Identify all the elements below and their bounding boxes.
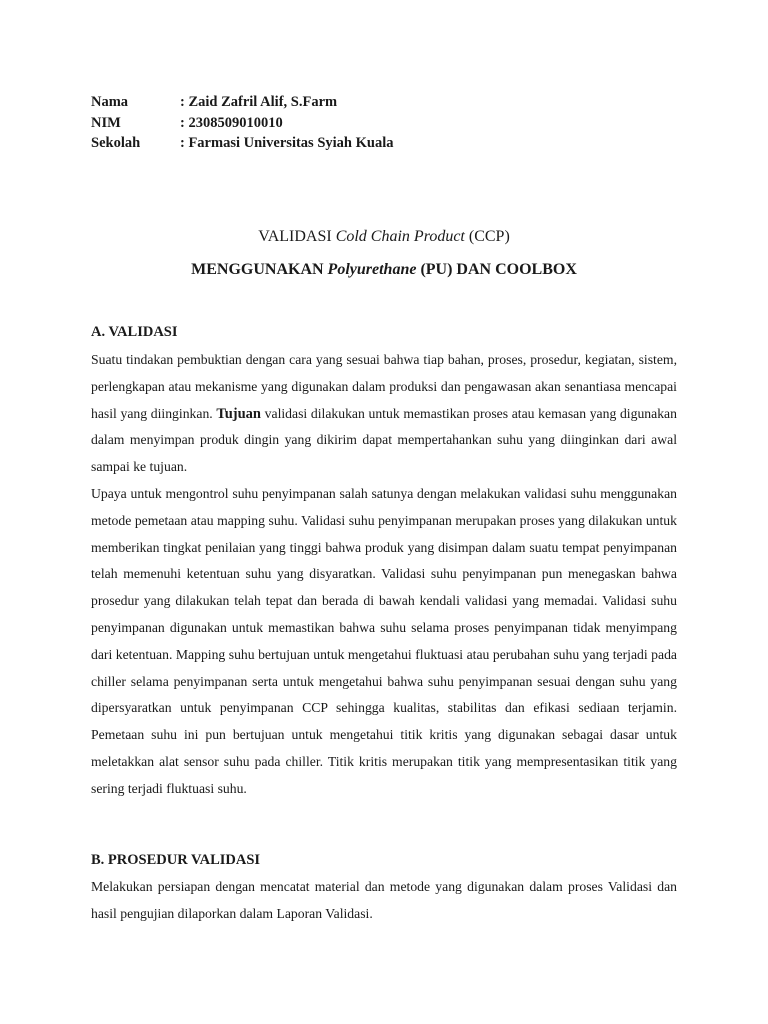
title-text: (CCP) <box>464 228 510 245</box>
document-title-line-1 <box>0 227 768 247</box>
paragraph-definition <box>91 347 677 481</box>
info-label: Nama <box>91 94 129 110</box>
info-row-sekolah <box>91 133 393 154</box>
info-row-nama <box>91 92 393 113</box>
info-value: : Zaid Zafril Alif, S.Farm <box>180 94 338 110</box>
info-value: : Farmasi Universitas Syiah Kuala <box>180 135 394 151</box>
student-info <box>91 92 393 154</box>
paragraph-procedure: Melakukan persiapan dengan mencatat material dan metode yang digunakan dalam proses Validasi dan hasil pengujian dilaporkan dalam Laporan Validasi. <box>91 879 677 921</box>
info-value: : 2308509010010 <box>180 114 283 131</box>
info-label: Sekolah <box>91 135 141 151</box>
section-heading-validasi: A. VALIDASI <box>91 324 178 340</box>
paragraph-temperature-mapping: Upaya untuk mengontrol suhu penyimpanan salah satunya dengan melakukan validasi suhu menggunakan metode pemetaan atau mapping suhu. Validasi suhu penyimpanan merupakan proses yang dilakukan untuk memberikan tingkat penilaian yang tinggi bahwa produk yang disimpan dalam suatu tempat penyimpanan telah memenuhi ketentuan suhu yang disyaratkan. Validasi suhu penyimpanan pun menegaskan bahwa prosedur yang dilakukan telah tepat dan berada di bawah kendali validasi yang memadai. Validasi suhu penyimpanan digunakan untuk memastikan bahwa suhu selama proses penyimpanan tidak menyimpang dari ketentuan. Mapping suhu bertujuan untuk mengetahui fluktuasi atau perubahan suhu yang terjadi pada chiller selama penyimpanan serta untuk mengetahui bahwa suhu penyimpanan sesuai dengan suhu yang dipersyaratkan untuk penyimpanan CCP sehingga kualitas, stabilitas dan efikasi sediaan terjamin. Pemetaan suhu ini pun bertujuan untuk mengetahui titik kritis yang digunakan sebagai dasar untuk meletakkan alat sensor suhu pada chiller. Titik kritis merupakan titik yang mempresentasikan titik yang sering terjadi fluktuasi suhu. <box>91 486 677 796</box>
info-label: NIM <box>91 114 121 131</box>
title-text: MENGGUNAKAN <box>191 261 328 278</box>
title-text: (PU) DAN COOLBOX <box>416 261 577 278</box>
title-italic-text: Polyurethane <box>327 261 417 278</box>
title-text: VALIDASI <box>258 228 336 245</box>
title-italic-text: Cold Chain Product <box>335 228 465 245</box>
info-row-nim <box>91 113 393 134</box>
paragraph-text: validasi dilakukan untuk memastikan proses atau kemasan yang digunakan dalam menyimpan produk dingin yang dikirim dapat mempertahankan suhu yang diinginkan dari awal sampai ke tujuan. <box>91 405 677 475</box>
section-heading-prosedur-validasi: B. PROSEDUR VALIDASI <box>91 852 261 868</box>
document-title-line-2 <box>0 260 768 280</box>
paragraph-text: Suatu tindakan pembuktian dengan cara yang sesuai bahwa tiap bahan, proses, prosedur, kegiatan, sistem, perlengkapan atau mekanisme yang digunakan dalam produksi dan pengawasan akan senantiasa mencapai hasil yang diinginkan. <box>91 352 677 421</box>
bold-term: Tujuan <box>216 405 261 422</box>
